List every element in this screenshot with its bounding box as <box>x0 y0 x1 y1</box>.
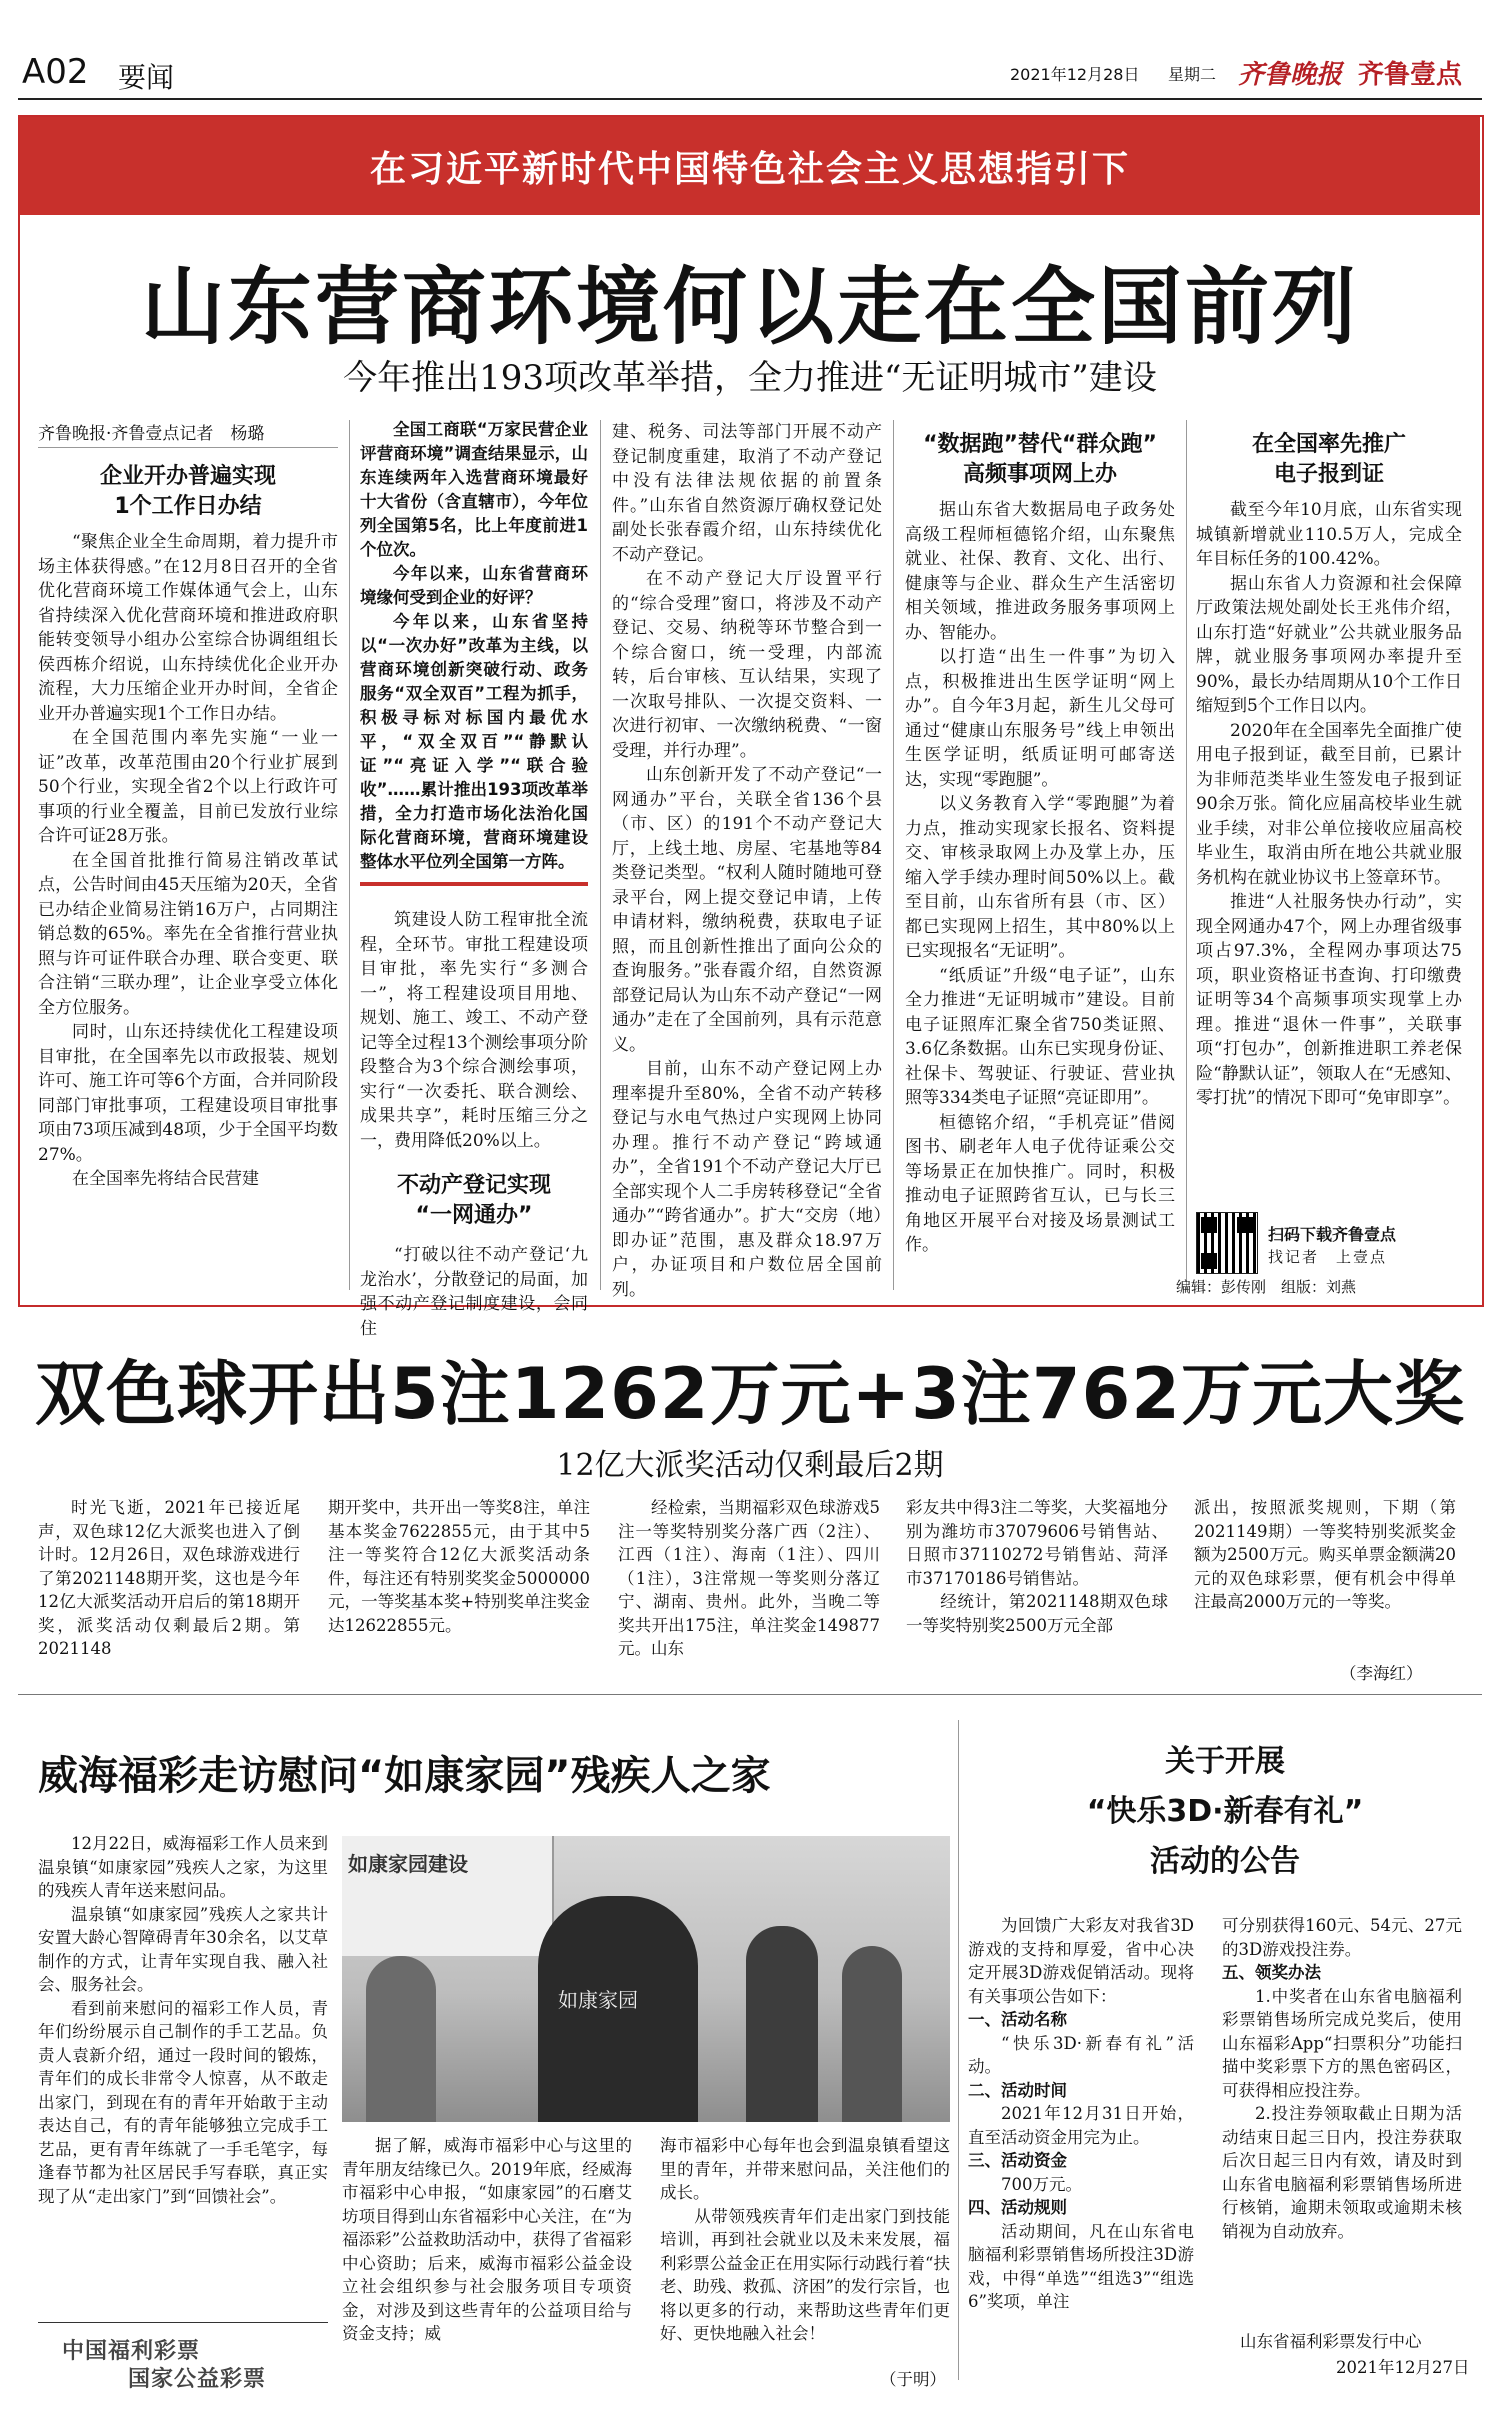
photo-person <box>746 1926 818 2122</box>
article1-col1 <box>38 452 338 1290</box>
notice-signer: 山东省福利彩票发行中心 <box>1240 2332 1422 2351</box>
lead-box-para: 全国工商联“万家民营企业评营商环境”调查结果显示，山东连续两年入选营商环境最好十大省份（含直辖市），今年位列全国第5名，比上年度前进1个位次。 <box>360 420 588 559</box>
article3-para: 12月22日，威海福彩工作人员来到温泉镇“如康家园”残疾人之家，为这里的残疾人青年送来慰问品。 <box>38 1834 328 1900</box>
article3-para: 温泉镇“如康家园”残疾人之家共计安置大龄心智障碍青年30余名，以艾草制作的方式，让青年实现自我、融入社会、服务社会。 <box>38 1904 328 1994</box>
article2-headline: 双色球开出5注1262万元+3注762万元大奖 <box>34 1353 1465 1435</box>
col1-para: 在全国首批推行简易注销改革试点，公告时间由45天压缩为20天，全省已办结企业简易注销16万户，占同期注销总数的65%。率先在全省推行营业执照与许可证件联合办理、联合变更、联合注销“三联办理”，让企业享受立体化全方位服务。 <box>38 850 338 1018</box>
col-divider <box>893 420 894 1290</box>
col5-subhead: 在全国率先推广 电子报到证 <box>1251 432 1406 487</box>
article3-para: 海市福彩中心每年也会到温泉镇看望这里的青年，并带来慰问品，关注他们的成长。 从带领残疾青年们走出家门到技能培训，再到社会就业以及未来发展，福利彩票公益金正在用实际行动践行着“扶老、助残、救孤、济困”的发行宗旨，也将以更多的行动，来帮助这些青年们更好、更快地融入社会！ <box>660 2136 950 2343</box>
notice-section-text: 可分别获得160元、54元、27元的3D游戏投注券。 <box>1222 1916 1462 1959</box>
notice-section-heading: 二、活动时间 <box>968 2080 1067 2100</box>
lead-box <box>360 418 588 874</box>
article2-col <box>38 1496 300 1658</box>
notice-intro: 为回馈广大彩友对我省3D游戏的支持和厚爱，省中心决定开展3D游戏促销活动。现将有关事项公告如下： <box>968 1916 1194 2006</box>
article1-col3 <box>612 420 882 1300</box>
col1-para: 在全国范围内率先实施“一业一证”改革，改革范围由20个行业扩展到50个行业，实现全省2个以上行政许可事项的行业全覆盖，目前已发放行业综合许可证28万张。 <box>38 728 338 846</box>
article2-col <box>328 1496 590 1646</box>
col4-para: 据山东省大数据局电子政务处高级工程师桓德铭介绍，山东聚焦就业、社保、教育、文化、出行、健康等与企业、群众生产生活密切相关领域，推进政务服务事项网上办、智能办。 <box>905 500 1175 643</box>
col4-subhead: “数据跑”替代“群众跑” 高频事项网上办 <box>923 432 1157 487</box>
notice-title-2: “快乐3D·新春有礼” <box>1086 1794 1364 1829</box>
col3-para: 目前，山东不动产登记网上办理率提升至80%，全省不动产转移登记与水电气热过户实现网上协同办理。推行不动产登记“跨域通办”，全省191个不动产登记大厅已全部实现个人二手房转移登记“全省通办”“跨省通办”。扩大“交房（地）即办证”范围，惠及群众18.97万户，办证项目和户数位居全国前列。 <box>612 1059 882 1300</box>
lottery-logo-slogan: 国家公益彩票 <box>128 2367 267 2392</box>
page-number: A02 <box>22 52 89 92</box>
lottery-logo-cn: 中国福利彩票 <box>62 2339 201 2364</box>
article3-headline: 威海福彩走访慰问“如康家园”残疾人之家 <box>38 1753 771 1799</box>
col2-subhead: 不动产登记实现 “一网通办” <box>396 1173 551 1228</box>
logo-rule <box>38 2322 328 2323</box>
notice-col2 <box>1222 1914 1462 2314</box>
article2-para: 派出，按照派奖规则，下期（第2021149期）一等奖特别奖派奖金额为2500万元。购买单票金额满20元的双色球彩票，便有机会中得单注最高2000万元的一等奖。 <box>1194 1498 1456 1611</box>
notice-title-1: 关于开展 <box>1165 1744 1285 1779</box>
section-name: 要闻 <box>118 61 175 94</box>
paper-logo: 齐鲁晚报 <box>1238 60 1343 90</box>
app-logo: 齐鲁壹点 <box>1358 60 1463 90</box>
col1-para: 在全国率先将结合民营建 <box>72 1169 259 1189</box>
col-divider <box>349 420 350 1290</box>
article1-col5 <box>1196 430 1462 1200</box>
col2-para: 筑建设人防工程审批全流程，全环节。审批工程建设项目审批，率先实行“多测合一”，将工程建设项目用地、规划、施工、竣工、不动产登记等全过程13个测绘事项分阶段整合为3个综合测绘事项，实行“一次委托、联合测绘、成果共享”，耗时压缩三分之一，费用降低20%以上。 <box>360 910 588 1151</box>
notice-date: 2021年12月27日 <box>1336 2358 1470 2377</box>
notice-section-text: 活动期间，凡在山东省电脑福利彩票销售场所投注3D游戏，中得“单选”“组选3”“组选6”奖项，单注 <box>968 2221 1194 2311</box>
col2-para: “打破以往不动产登记‘九龙治水’，分散登记的局面，加强不动产登记制度建设，会同住 <box>360 1245 588 1339</box>
photo-person <box>538 1896 698 2122</box>
col5-para: 截至今年10月底，山东省实现城镇新增就业110.5万人，完成全年目标任务的100.42%。 <box>1196 500 1462 569</box>
photo-jacket-text: 如康家园 <box>558 1988 638 2012</box>
article2-para: 彩友共中得3注二等奖，大奖福地分别为潍坊市37079606号销售站、日照市37110272号销售站、菏泽市37170186号销售站。 经统计，第2021148期双色球一等奖特别奖2500万元全部 <box>906 1498 1168 1635</box>
theme-banner <box>20 117 1480 215</box>
col1-subhead: 企业开办普遍实现 1个工作日办结 <box>99 464 276 519</box>
article2-col <box>906 1496 1168 1646</box>
notice-section-heading: 一、活动名称 <box>968 2010 1067 2029</box>
col4-para: “纸质证”升级“电子证”，山东全力推进“无证明城市”建设。目前电子证照库汇聚全省750类证照、3.6亿条数据。山东已实现身份证、社保卡、驾驶证、行驶证、营业执照等334类电子证照“亮证即用”。 <box>905 965 1175 1108</box>
article1-headline: 山东营商环境何以走在全国前列 <box>140 258 1359 356</box>
notice-section-text: 1.中奖者在山东省电脑福利彩票销售场所完成兑奖后，使用山东福彩App“扫票积分”功能扫描中奖彩票下方的黑色密码区，可获得相应投注券。 <box>1222 1986 1462 2100</box>
lead-box-question: 今年以来，山东省营商环境缘何受到企业的好评？ <box>360 564 588 607</box>
col4-para: 以打造“出生一件事”为切入点，积极推进出生医学证明“网上办”。自今年3月起，新生儿父母可通过“健康山东服务号”线上申领出生医学证明，纸质证明可邮寄送达，实现“零跑腿”。 <box>905 647 1175 790</box>
article2-author: （李海红） <box>1340 1664 1423 1683</box>
article1-subheadline: 今年推出193项改革举措，全力推进“无证明城市”建设 <box>343 358 1157 398</box>
col3-para: 建、税务、司法等部门开展不动产登记制度重建，取消了不动产登记中没有法律法规依据的前置条件。”山东省自然资源厅确权登记处副处长张春霞介绍，山东持续优化不动产登记。 <box>612 422 882 565</box>
byline-rule <box>38 447 338 448</box>
col-divider <box>958 1720 959 2380</box>
col3-para: 在不动产登记大厅设置平行的“综合受理”窗口，将涉及不动产登记、交易、纳税等环节整合到一个综合窗口，统一受理，内部流转，后台审核、互认结果，实现了一次取号排队、一次提交资料、一次进行初审、一次缴纳税费、“一窗受理，并行办理”。 <box>612 569 882 761</box>
photo-sign-text: 如康家园建设 <box>348 1852 468 1876</box>
col1-para: 同时，山东还持续优化工程建设项目审批，在全国率先以市政报装、规划许可、施工许可等6个方面，合并同阶段同部门审批事项，工程建设项目审批事项由73项压减到48项，少于全国平均数27%。 <box>38 1022 338 1165</box>
article1-col4 <box>905 430 1175 1290</box>
col3-para: 山东创新开发了不动产登记“一网通办”平台，关联全省136个县（市、区）的191个不动产登记大厅，上线土地、房屋、宅基地等84类登记类型。“权利人随时随地可登录平台，网上提交登记申请，上传申请材料，缴纳税费，获取电子证照，而且创新性推出了面向公众的查询服务。”张春霞介绍，自然资源部登记局认为山东不动产登记“一网通办”走在了全国前列，具有示范意义。 <box>612 765 882 1055</box>
lead-box-answer: 今年以来，山东省坚持以“一次办好”改革为主线，以营商环境创新突破行动、政务服务“双全双百”工程为抓手，积极寻标对标国内最优水平，“双全双百”“静默认证”“亮证入学”“联合验收”……累计推出193项改革举措，全力打造市场化法治化国际化营商环境，营商环境建设整体水平位列全国第一方阵。 <box>360 612 588 871</box>
col4-para: 桓德铭介绍，“手机亮证”借阅图书、刷老年人电子优待证乘公交等场景正在加快推广。同时，积极推动电子证照跨省互认，已与长三角地区开展平台对接及场景测试工作。 <box>905 1112 1175 1255</box>
lead-box-rule <box>360 882 588 886</box>
article2-col <box>1194 1496 1456 1618</box>
notice-section-text: 700万元。 <box>1001 2174 1082 2194</box>
issue-date: 2021年12月28日 <box>1010 65 1140 84</box>
theme-banner-text: 在习近平新时代中国特色社会主义思想指引下 <box>369 149 1130 190</box>
notice-section-heading: 三、活动资金 <box>968 2151 1067 2170</box>
col5-para: 2020年在全国率先全面推广使用电子报到证，截至目前，已累计为非师范类毕业生签发电子报到证90余万张。简化应届高校毕业生就业手续，对非公单位接收应届高校毕业生，取消由所在地公共就业服务机构在就业协议书上签章环节。 <box>1196 720 1462 888</box>
photo-person <box>842 1946 902 2122</box>
article2-para: 经检索，当期福彩双色球游戏5注一等奖特别奖分落广西（2注）、江西（1注）、海南（1注）、四川（1注），3注常规一等奖则分落辽宁、湖南、贵州。此外，当晚二等奖共开出175注，单注奖金149877元。山东 <box>618 1498 880 1658</box>
byline: 齐鲁晚报·齐鲁壹点记者 杨璐 <box>38 424 265 444</box>
notice-section-heading: 四、活动规则 <box>968 2198 1067 2217</box>
issue-weekday: 星期二 <box>1168 65 1217 84</box>
article2-para: 期开奖中，共开出一等奖8注，单注基本奖金7622855元，由于其中5注一等奖符合12亿大派奖活动条件，每注还有特别奖奖金5000000元，一等奖基本奖+特别奖单注奖金达12622855元。 <box>328 1498 590 1635</box>
col1-para: “聚焦企业全生命周期，着力提升市场主体获得感。”在12月8日召开的全省优化营商环境工作媒体通气会上，山东省持续深入优化营商环境和推进政府职能转变领导小组办公室综合协调组组长侯西栋介绍说，山东持续优化企业开办流程，大力压缩企业开办时间，全省企业开办普遍实现1个工作日办结。 <box>38 532 338 724</box>
article3-col2 <box>342 2134 632 2384</box>
notice-col1 <box>968 1914 1194 2384</box>
col5-para: 据山东省人力资源和社会保障厅政策法规处副处长王兆伟介绍，山东打造“好就业”公共就业服务品牌，就业服务事项网办率提升至90%，最长办结周期从10个工作日缩短到5个工作日以内。 <box>1196 573 1462 716</box>
article2-subheadline: 12亿大派奖活动仅剩最后2期 <box>556 1448 944 1483</box>
qr-caption-1: 扫码下载齐鲁壹点 <box>1268 1225 1397 1244</box>
article2-para: 时光飞逝，2021年已接近尾声，双色球12亿大派奖也进入了倒计时。12月26日，双色球游戏进行了第2021148期开奖，这也是今年12亿大派奖活动开启后的第18期开奖，派奖活动仅剩最后2期。第2021148 <box>38 1498 300 1658</box>
header-rule <box>18 98 1482 100</box>
article3-para: 看到前来慰问的福彩工作人员，青年们纷纷展示自己制作的手工艺品。负责人袁新介绍，通过一段时间的锻炼，青年们的成长非常令人惊喜，从不敢走出家门，到现在有的青年开始敢于主动表达自己，有的青年能够独立完成手工艺品，更有青年练就了一手毛笔字，每逢春节都为社区居民手写春联，真正实现了从“走出家门”到“回馈社会”。 <box>38 1998 328 2206</box>
notice-section-text: “快乐3D·新春有礼”活动。 <box>968 2033 1194 2076</box>
section-rule <box>18 1694 1482 1695</box>
col-divider <box>600 420 601 1290</box>
article3-col3 <box>660 2134 950 2374</box>
article3-para: 据了解，威海市福彩中心与这里的青年朋友结缘已久。2019年底，经威海市福彩中心申报，“如康家园”的石磨艾坊项目得到山东省福彩中心关注，在“为福添彩”公益救助活动中，获得了省福彩中心资助；后来，威海市福彩公益金设立社会组织参与社会服务项目专项资金，对涉及到这些青年的公益项目给与资金支持；威 <box>342 2136 632 2343</box>
photo-person <box>366 1956 436 2122</box>
editor-credit: 编辑：彭传刚 组版：刘燕 <box>1176 1278 1357 1296</box>
notice-section-text: 2021年12月31日开始，直至活动资金用完为止。 <box>968 2104 1194 2147</box>
article2-col <box>618 1496 880 1658</box>
notice-section-text: 2.投注券领取截止日期为活动结束日起三日内，投注券获取后次日起三日内有效，请及时到山东省电脑福利彩票销售场所进行核销，逾期未领取或逾期未核销视为自动放弃。 <box>1222 2104 1462 2241</box>
article1-col2 <box>360 418 588 1339</box>
qr-code[interactable] <box>1196 1212 1258 1274</box>
notice-section-heading: 五、领奖办法 <box>1222 1963 1321 1982</box>
news-photo <box>342 1836 950 2122</box>
qr-caption-2: 找记者 上壹点 <box>1268 1248 1388 1266</box>
photo-sign-board <box>342 1836 554 1956</box>
col5-para: 推进“人社服务快办行动”，实现全网通办47个，网上办理省级事项占97.3%，全程网办事项达75项，职业资格证书查询、打印缴费证明等34个高频事项实现掌上办理。推进“退休一件事”，关联事项“打包办”，创新推进职工养老保险“静默认证”，领取人在“无感知、零打扰”的情况下即可“免审即享”。 <box>1196 892 1462 1108</box>
article3-author: （于明） <box>880 2370 946 2389</box>
col-divider <box>1186 420 1187 1290</box>
col4-para: 以义务教育入学“零跑腿”为着力点，推动实现家长报名、资料提交、审核录取网上办及掌上办，压缩入学手续办理时间50%以上。截至目前，山东省所有县（市、区）都已实现网上招生，其中80%以上已实现报名“无证明”。 <box>905 794 1175 961</box>
article3-col1 <box>38 1832 328 2310</box>
notice-title-3: 活动的公告 <box>1150 1844 1300 1879</box>
